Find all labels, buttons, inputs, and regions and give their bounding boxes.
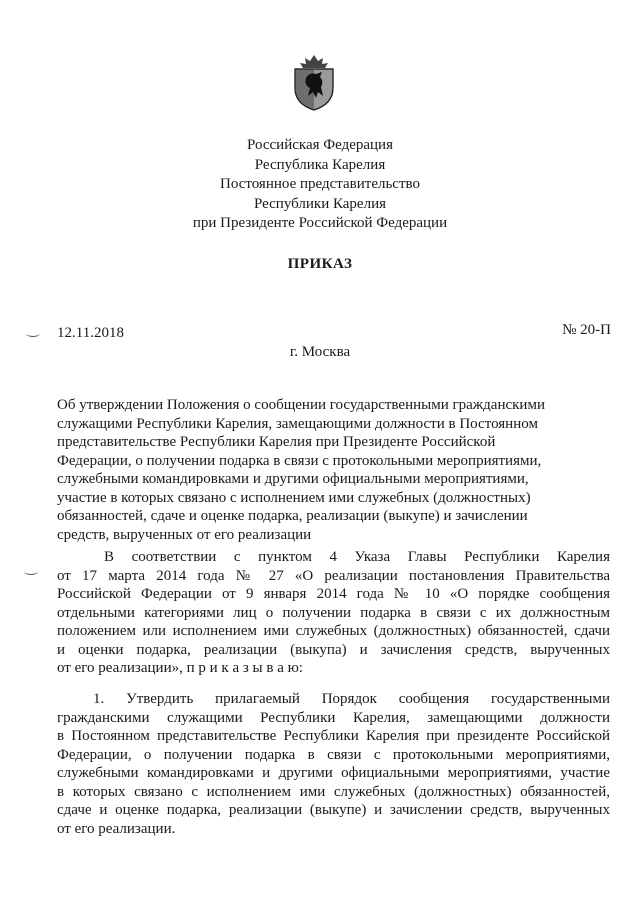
preamble-paragraph bbox=[57, 548, 610, 678]
document-subject bbox=[57, 396, 577, 544]
scan-margin-mark bbox=[24, 568, 38, 575]
paragraph-line: 1. Утвердить прилагаемый Порядок сообщения государственными bbox=[93, 691, 610, 707]
paragraph-line: от 17 марта 2014 года № 27 «О реализации постановления Правительства bbox=[57, 567, 610, 584]
paragraph-line: от его реализации. bbox=[57, 820, 176, 837]
org-line-country: Российская Федерация bbox=[247, 137, 393, 153]
org-line-president: при Президенте Российской Федерации bbox=[192, 215, 448, 231]
subject-line: представительстве Республики Карелия при Президенте Российской bbox=[57, 434, 496, 450]
subject-line: служащими Республики Карелия, замещающими должности в Постоянном bbox=[57, 415, 538, 432]
paragraph-line: положением или исполнением ими служебных (должностных) обязанностей, сдачи bbox=[57, 623, 610, 639]
paragraph-line: сдаче и оценке подарка, реализации (выкупе) и зачислении средств, вырученных bbox=[57, 802, 610, 818]
paragraph-line: отдельными категориями лиц о получении подарка в связи с их должностным bbox=[57, 604, 610, 621]
org-line-republic-genitive: Республики Карелия bbox=[253, 195, 387, 212]
paragraph-line: Федерации, о получении подарка в связи с протокольными мероприятиями, bbox=[57, 746, 610, 763]
order-item-1 bbox=[57, 690, 610, 838]
document-date: 12.11.2018 bbox=[57, 325, 124, 341]
karelia-coat-of-arms-icon bbox=[289, 52, 339, 112]
paragraph-line: от его реализации», п р и к а з ы в а ю: bbox=[57, 660, 303, 676]
paragraph-line: Российской Федерации от 9 января 2014 года № 10 «О порядке сообщения bbox=[57, 586, 610, 602]
subject-line: обязанностей, сдаче и оценке подарка, реализации (выкупе) и зачислении bbox=[57, 508, 528, 524]
subject-line: участие в которых связано с исполнением ими служебных (должностных) bbox=[57, 489, 531, 506]
paragraph-line: в Постоянном представительстве Республики Карелия при президенте Российской bbox=[57, 728, 610, 744]
organization-header bbox=[0, 136, 640, 234]
document-number: № 20-П bbox=[562, 322, 611, 338]
subject-line: служебными командировками и другими официальными мероприятиями, bbox=[57, 471, 529, 487]
paragraph-line: и оценки подарка, реализации (выкупа) и зачисления средств, вырученных bbox=[57, 641, 610, 658]
subject-line: Федерации, о получении подарка в связи с протокольными мероприятиями, bbox=[57, 452, 542, 469]
subject-line: средств, вырученных от его реализации bbox=[57, 526, 312, 543]
paragraph-line: в которых связано с исполнением ими служебных (должностных) обязанностей, bbox=[57, 783, 610, 800]
paragraph-line: гражданскими служащими Республики Карелия, замещающими должности bbox=[57, 709, 610, 726]
org-line-representation: Постоянное представительство bbox=[220, 176, 420, 192]
paragraph-line: служебными командировками и другими официальными мероприятиями, участие bbox=[57, 765, 610, 781]
paragraph-line: В соответствии с пунктом 4 Указа Главы Республики Карелия bbox=[104, 549, 610, 565]
org-line-republic: Республика Карелия bbox=[254, 156, 386, 173]
subject-line: Об утверждении Положения о сообщении государственными гражданскими bbox=[57, 397, 545, 413]
document-title: ПРИКАЗ bbox=[287, 256, 353, 272]
document-city: г. Москва bbox=[289, 344, 351, 360]
scan-margin-mark bbox=[26, 330, 40, 337]
